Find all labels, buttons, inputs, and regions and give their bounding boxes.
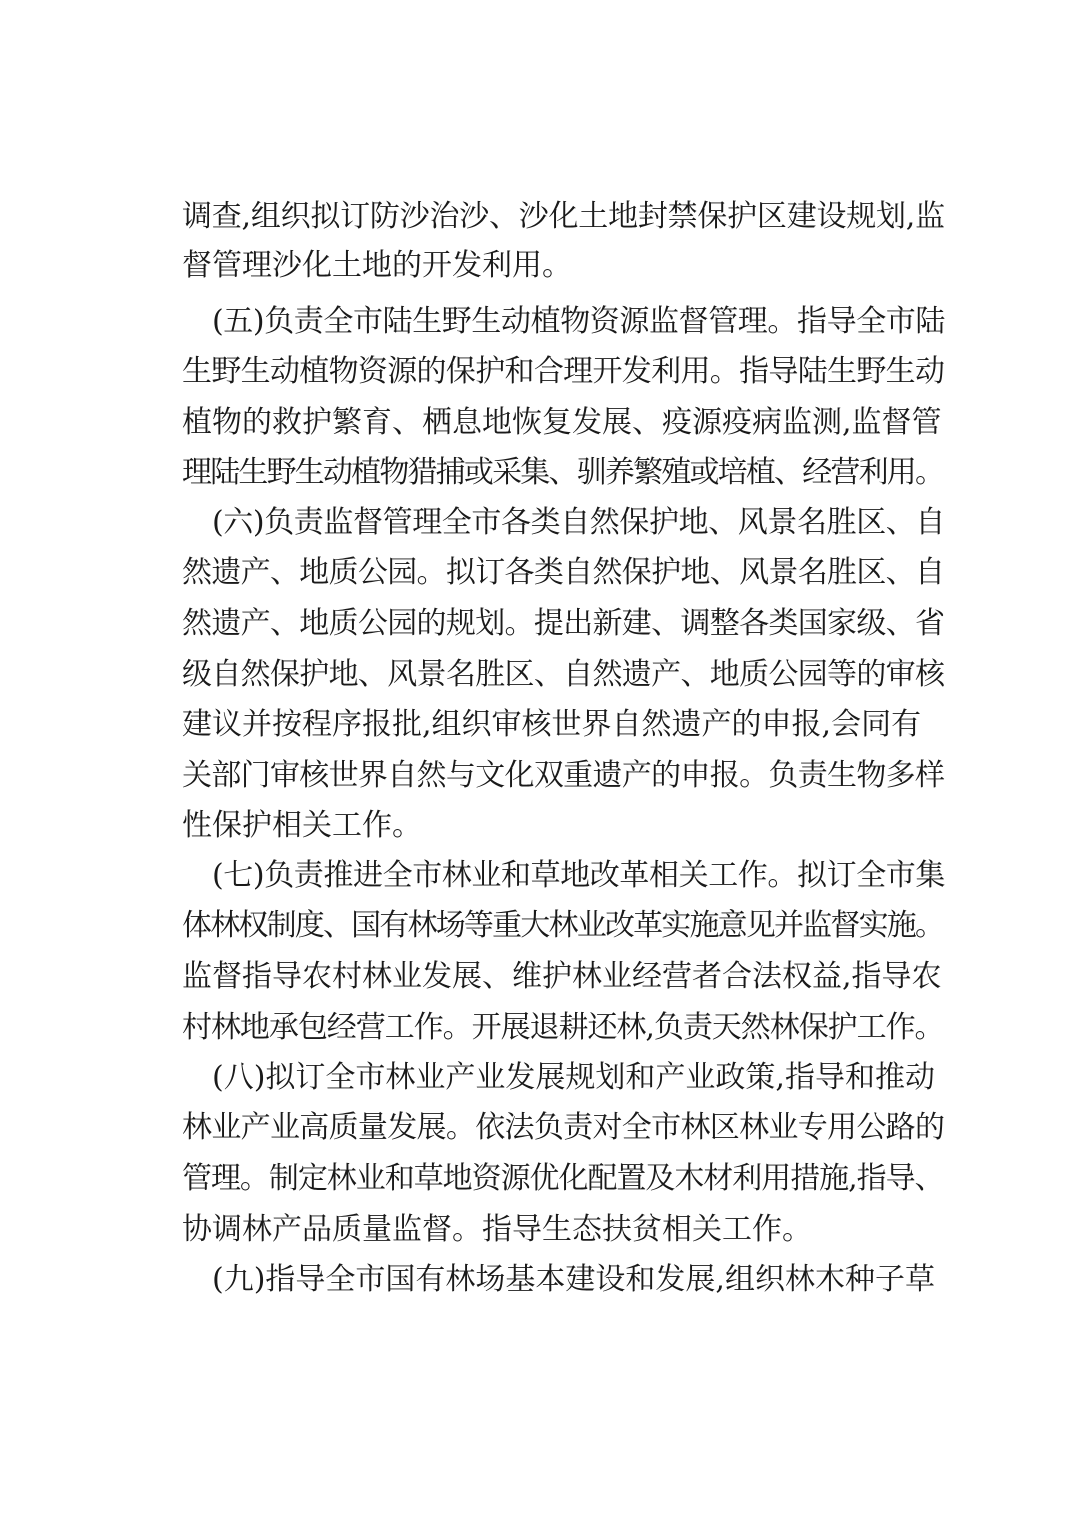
text-line: 然遗产、地质公园的规划。提出新建、调整各类国家级、省 <box>182 606 945 641</box>
text-line: 性保护相关工作。 <box>182 808 422 843</box>
paragraph-start-line: (七)负责推进全市林业和草地改革相关工作。拟订全市集 <box>212 858 946 893</box>
text-line: 体林权制度、国有林场等重大林业改革实施意见并监督实施。 <box>182 908 944 943</box>
text-line: 协调林产品质量监督。指导生态扶贫相关工作。 <box>182 1212 812 1247</box>
paragraph-start-line: (五)负责全市陆生野生动植物资源监督管理。指导全市陆 <box>212 304 946 339</box>
paragraph-start-line: (六)负责监督管理全市各类自然保护地、风景名胜区、自 <box>212 505 946 540</box>
text-line: 关部门审核世界自然与文化双重遗产的申报。负责生物多样 <box>182 758 945 793</box>
text-line: 监督指导农村林业发展、维护林业经营者合法权益,指导农 <box>182 959 942 994</box>
text-line: 建议并按程序报批,组织审核世界自然遗产的申报,会同有 <box>182 707 922 742</box>
paragraph-start-line: (八)拟订全市林业产业发展规划和产业政策,指导和推动 <box>212 1060 935 1095</box>
text-line: 村林地承包经营工作。开展退耕还林,负责天然林保护工作。 <box>182 1010 944 1045</box>
text-line: 植物的救护繁育、栖息地恢复发展、疫源疫病监测,监督管 <box>182 405 942 440</box>
text-line: 管理。制定林业和草地资源优化配置及木材利用措施,指导、 <box>182 1161 944 1196</box>
text-line: 理陆生野生动植物猎捕或采集、驯养繁殖或培植、经营利用。 <box>182 455 944 490</box>
paragraph-start-line: (九)指导全市国有林场基本建设和发展,组织林木种子草 <box>212 1262 935 1297</box>
text-line: 林业产业高质量发展。依法负责对全市林区林业专用公路的 <box>182 1110 945 1145</box>
text-line: 调查,组织拟订防沙治沙、沙化土地封禁保护区建设规划,监 <box>182 199 945 234</box>
text-line: 然遗产、地质公园。拟订各类自然保护地、风景名胜区、自 <box>182 555 945 590</box>
text-line: 级自然保护地、风景名胜区、自然遗产、地质公园等的审核 <box>182 657 945 692</box>
text-line: 督管理沙化土地的开发利用。 <box>182 248 572 283</box>
text-line: 生野生动植物资源的保护和合理开发利用。指导陆生野生动 <box>182 354 945 389</box>
